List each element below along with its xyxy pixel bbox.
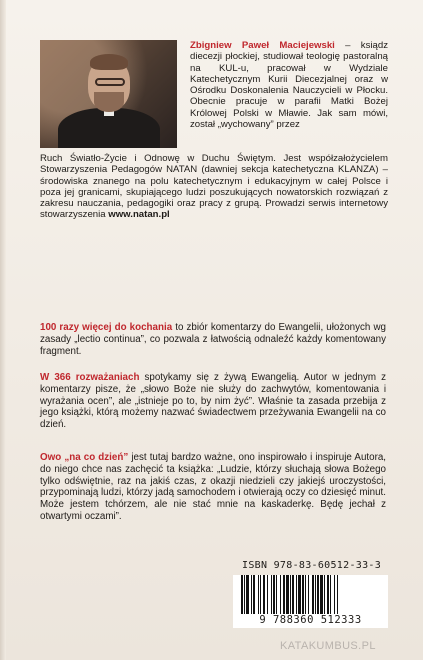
paragraph-highlight: W 366 rozważaniach <box>40 372 140 383</box>
author-photo <box>40 40 177 148</box>
cover-edge <box>0 0 6 660</box>
author-bio-intro <box>190 40 388 130</box>
author-name: Zbigniew Paweł Maciejewski <box>190 40 335 51</box>
description-paragraph-1 <box>40 322 386 357</box>
watermark: KATAKUMBUS.PL <box>280 640 376 652</box>
paragraph-text: jest tutaj bardzo ważne, ono inspirowało i inspiruje Autora, do niego chce nas zachęcić ta książka: „Ludzie, którzy słuchają słowa Bożego tylko odświętnie, raz na jakiś czas, z okazji niedzieli czy jakiejś uroczystości, przypominają ludzi, którzy jadą samochodem i otwierają oczy co dziesięć minut. Może jestem tchórzem, ale nie stać mnie na kaskaderkę. Będę jechał z otwartymi oczami”. <box>40 452 387 522</box>
author-bio-rest: Ruch Światło-Życie i Odnowę w Duchu Świętym. Jest współzałożycielem Stowarzyszenia Pedagogów NATAN (dawniej sekcja katechetyczna KLANZA) – środowiska znanego na polu katechetycznym i edukacyjnym w całej Polsce i poza jej granicami, skupiającego ludzi poszukujących nowatorskich rozwiązań z zakresu nauczania, pedagogiki oraz pracy z grupą. Prowadzi serwis internetowy stowarzyszenia <box>40 153 388 221</box>
author-bio-lead: – ksiądz diecezji płockiej, studiował teologię pastoralną na KUL-u, pracował w Wydziale Katechetycznym Kurii Diecezjalnej oraz w Ośrodku Doskonalenia Nauczycieli w Płocku. Obecnie pracuje w parafii Matki Bożej Królowej Polski w Mławie. Jak sam mówi, został „wychowany” przez <box>190 40 388 131</box>
paragraph-highlight: 100 razy więcej do kochania <box>40 322 173 333</box>
paragraph-text: to zbiór komentarzy do Ewangelii, ułożonych wg zasady „lectio continua”, co pozwala z łatwością odnaleźć każdy komentowany fragment. <box>40 322 386 357</box>
description-paragraph-2 <box>40 372 386 431</box>
description-paragraph-3 <box>40 452 386 523</box>
website-link[interactable]: www.natan.pl <box>108 209 170 221</box>
author-bio-continued <box>40 153 388 221</box>
paragraph-highlight: Owo „na co dzień” <box>40 452 129 463</box>
barcode-bars <box>241 575 381 615</box>
paragraph-text: spotykamy się z żywą Ewangelią. Autor w jednym z komentarzy pisze, że „słowo Boże nie służy do zachwytów, komentowania i wyrażania ocen”, ale „istnieje po to, by nim żyć”. Właśnie ta zasada przebija z jego książki, którą możemy nazwać świadectwem przeżywania Ewangelii na co dzień. <box>40 372 386 431</box>
barcode-digits: 9 788360 512333 <box>233 614 388 628</box>
isbn-label: ISBN 978-83-60512-33-3 <box>242 560 382 571</box>
